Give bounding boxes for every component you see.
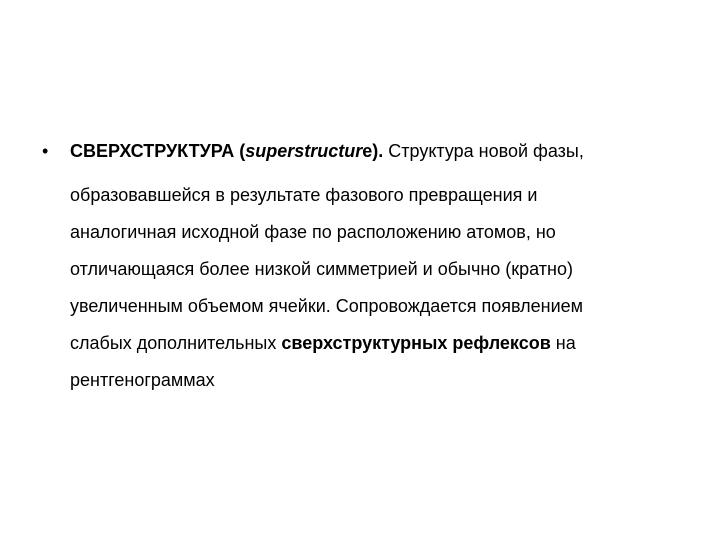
- paragraph-line-7: рентгенограммах: [70, 370, 215, 390]
- bold-term-reflexes: сверхструктурных рефлексов: [281, 333, 551, 353]
- paragraph-line-6: [70, 325, 710, 362]
- line6-end: на: [550, 333, 576, 353]
- term-english-italic: superstructur: [245, 141, 363, 161]
- paragraph-line-2: образовавшейся в результате фазового превращения и: [70, 185, 538, 205]
- bullet-marker: •: [42, 141, 49, 161]
- term-english-tail: e: [362, 141, 373, 161]
- paragraph-line-3: аналогичная исходной фазе по расположению атомов, но: [70, 222, 556, 242]
- term-title: СВЕРХСТРУКТУРА: [70, 141, 235, 161]
- open-paren: (: [234, 141, 246, 161]
- line6-start: слабых дополнительных: [70, 333, 282, 353]
- paragraph-line-4: отличающаяся более низкой симметрией и обычно (кратно): [70, 259, 573, 279]
- paragraph-line-1: [70, 140, 710, 177]
- definition-paragraph: [70, 140, 710, 399]
- paragraph-line-5: увеличенным объемом ячейки. Сопровождается появлением: [70, 296, 584, 316]
- line1-rest: Структура новой фазы,: [383, 141, 584, 161]
- close-paren: ).: [372, 141, 384, 161]
